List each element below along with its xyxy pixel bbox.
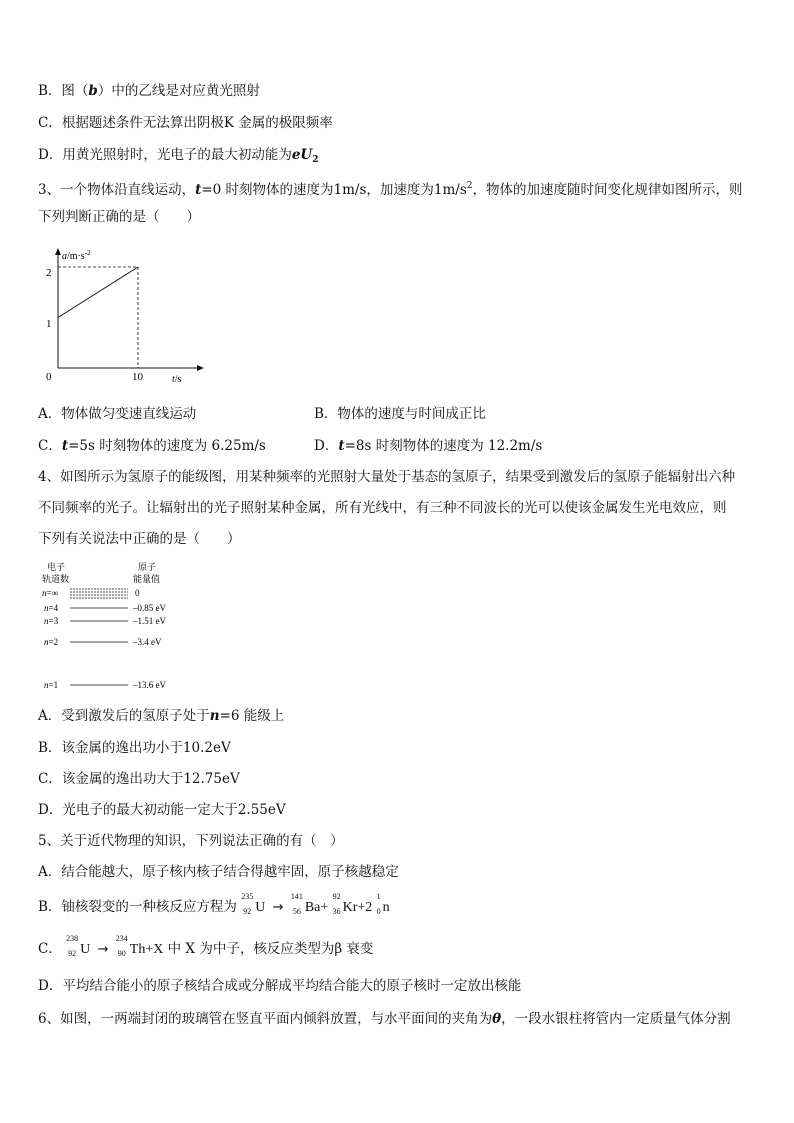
graph-x-label: t/s [172,374,182,385]
nuclide-th234: 234 90 Th+X [115,934,164,958]
level-energy-inf: 0 [135,588,140,598]
graph-y-tick-1: 1 [46,318,52,330]
q3-option-d: D．t=8s 时刻物体的速度为 12.2m/s [314,438,543,454]
level-energy-4: –0.85 eV [133,603,166,613]
q4-stem-line1: 4、如图所示为氢原子的能级图，用某种频率的光照射大量处于基态的氢原子，结果受到激发后的氢原子能辐射出六种 [38,469,736,485]
q5-option-c: C． 238 92 U → 234 90 Th+X 中 X 为中子，核反应类型为β 衰变 [38,934,374,958]
diagram-col1-header-1: 电子 [47,563,66,573]
q3-option-a: A．物体做匀变速直线运动 [38,406,197,422]
graph-x-tick: 10 [132,371,143,383]
q5-option-b: B．铀核裂变的一种核反应方程为 235 92 U → 141 56 Ba+ 92 36 Kr+2 1 0 n [38,892,390,916]
q4-option-a: A．受到激发后的氢原子处于n=6 能级上 [38,708,285,724]
level-label-3: n=3 [44,616,59,626]
nuclide-u238: 238 92 U [66,934,91,958]
level-label-2: n=2 [44,637,59,647]
graph-y-tick-2: 2 [46,267,52,279]
q2-option-b: B．图（b）中的乙线是对应黄光照射 [38,83,260,99]
level-label-4: n=4 [44,603,59,613]
diagram-col2-header-1: 原子 [138,563,157,573]
nuclide-u235: 235 92 U [241,892,266,916]
q3-stem-line1: 3、一个物体沿直线运动，t=0 时刻物体的速度为1m/s，加速度为$1m/s^2$，物体的加速度随时间变化规律如图所示，则 [38,181,743,198]
graph-series-line [58,267,138,318]
q4-option-d: D．光电子的最大初动能一定大于2.55eV [38,802,286,818]
reaction-arrow: → [272,900,284,915]
graph-x-arrow [197,365,204,371]
q3-option-c: C．t=5s 时刻物体的速度为 6.25m/s [38,438,266,454]
q2-option-c: C．根据题述条件无法算出阴极K 金属的极限频率 [38,115,333,131]
diagram-col1-header-2: 轨道数 [42,575,70,585]
graph-origin: 0 [46,371,52,383]
q4-energy-level-diagram [40,560,240,695]
q3-option-b: B．物体的速度与时间成正比 [314,406,486,422]
level-energy-3: –1.51 eV [133,616,166,626]
q4-stem-line3: 下列有关说法中正确的是（ ） [38,531,241,547]
q4-stem-line2: 不同频率的光子。让辐射出的光子照射某种金属，所有光线中，有三种不同波长的光可以使该金属发生光电效应，则 [38,500,727,516]
q3-stem-line2: 下列判断正确的是（ ） [38,209,200,225]
level-label-inf: n=∞ [42,588,58,598]
q5-option-d: D．平均结合能小的原子核结合成或分解成平均结合能大的原子核时一定放出核能 [38,978,522,994]
reaction-arrow: → [97,942,109,957]
nuclide-ba141: 141 56 Ba+ [290,892,329,916]
q5-stem: 5、关于近代物理的知识，下列说法正确的有（ ） [38,833,344,849]
q6-stem-line1: 6、如图，一两端封闭的玻璃管在竖直平面内倾斜放置，与水平面间的夹角为θ，一段水银柱将管内一定质量气体分割 [38,1011,731,1027]
diagram-col2-header-2: 能量值 [133,575,161,585]
q2-option-d: D．用黄光照射时，光电子的最大初动能为$eU_2$ [38,147,319,165]
nuclide-kr92: 92 36 Kr+2 [332,892,373,916]
level-label-1: n=1 [44,680,59,690]
graph-y-arrow [55,248,61,255]
nuclide-neutron: 1 0 n [376,892,390,916]
level-energy-1: –13.6 eV [133,680,166,690]
graph-y-label: $a/m\cdot s^{-2}$ [62,249,91,262]
q4-option-b: B．该金属的逸出功小于10.2eV [38,740,231,756]
q3-acceleration-graph [38,246,208,386]
q5-option-a: A．结合能越大，原子核内核子结合得越牢固，原子核越稳定 [38,864,399,880]
q4-option-c: C．该金属的逸出功大于12.75eV [38,771,240,787]
level-energy-2: –3.4 eV [133,637,162,647]
